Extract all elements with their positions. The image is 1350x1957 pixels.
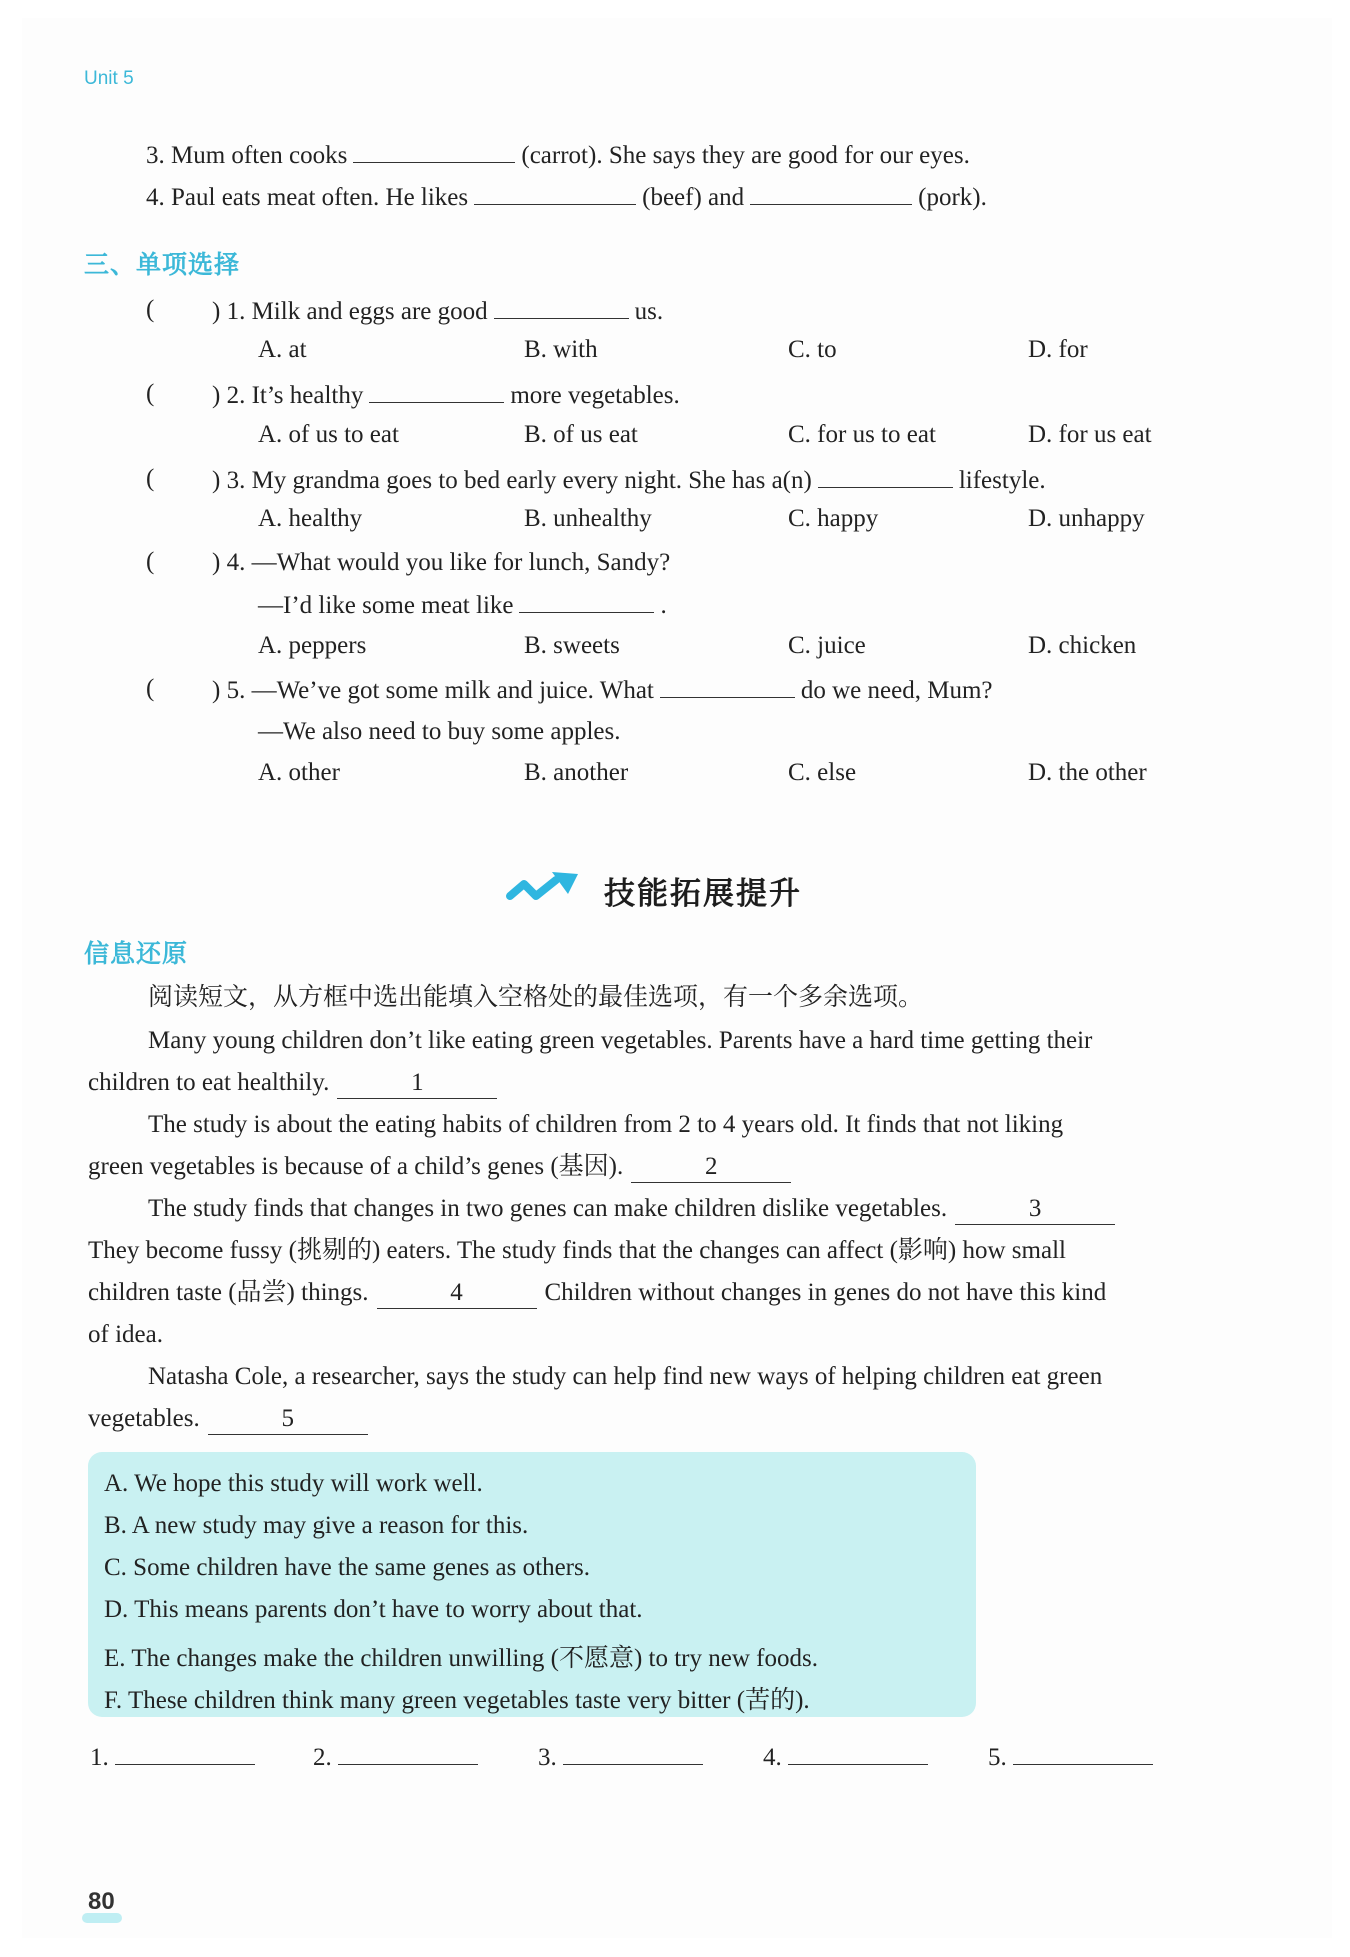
option-d[interactable]: D. for <box>1028 336 1088 363</box>
answer-blank[interactable] <box>338 1740 478 1765</box>
banner-title: 技能拓展提升 <box>604 876 802 911</box>
passage-line: children to eat healthily. 1 <box>88 1062 497 1104</box>
answer-blank[interactable] <box>788 1740 928 1765</box>
passage-line: children taste (品尝) things. 4 Children without changes in genes do not have this kind <box>88 1272 1106 1314</box>
option-d[interactable]: D. unhappy <box>1028 505 1145 532</box>
option-a[interactable]: A. peppers <box>258 632 367 659</box>
answer-blank[interactable] <box>474 182 636 205</box>
option-c[interactable]: C. else <box>788 759 857 786</box>
box-option-a: A. We hope this study will work well. <box>104 1470 483 1497</box>
option-a[interactable]: A. healthy <box>258 505 363 532</box>
answer-blank[interactable] <box>353 140 515 163</box>
question-2: ) 2. It’s healthy more vegetables. <box>212 382 680 409</box>
option-b[interactable]: B. unhealthy <box>524 505 652 532</box>
answer-paren-open: ( <box>146 296 155 323</box>
passage-blank-5[interactable]: 5 <box>208 1404 368 1435</box>
option-b[interactable]: B. sweets <box>524 632 620 659</box>
question-3: ) 3. My grandma goes to bed early every night. She has a(n) lifestyle. <box>212 467 1046 494</box>
option-a[interactable]: A. of us to eat <box>258 421 399 448</box>
question-1: ) 1. Milk and eggs are good us. <box>212 298 664 325</box>
options-box <box>88 1452 976 1717</box>
passage-line: The study is about the eating habits of children from 2 to 4 years old. It finds that not liking <box>148 1111 1064 1138</box>
option-c[interactable]: C. happy <box>788 505 879 532</box>
unit-label: Unit 5 <box>84 68 134 89</box>
page-number: 80 <box>88 1888 115 1915</box>
option-b[interactable]: B. another <box>524 759 629 786</box>
trend-up-icon <box>506 872 580 911</box>
option-c[interactable]: C. juice <box>788 632 866 659</box>
option-b[interactable]: B. with <box>524 336 598 363</box>
option-a[interactable]: A. at <box>258 336 307 363</box>
answer-blank[interactable] <box>494 296 629 319</box>
answer-blank[interactable] <box>1013 1740 1153 1765</box>
answer-paren-open: ( <box>146 675 155 702</box>
question-5-line2: —We also need to buy some apples. <box>258 718 621 745</box>
fill-item-3: 3. Mum often cooks (carrot). She says they are good for our eyes. <box>146 142 970 169</box>
section-title-reading: 信息还原 <box>84 940 189 968</box>
option-c[interactable]: C. for us to eat <box>788 421 936 448</box>
option-b[interactable]: B. of us eat <box>524 421 638 448</box>
question-4: ) 4. —What would you like for lunch, Sandy? <box>212 549 671 576</box>
option-d[interactable]: D. the other <box>1028 759 1147 786</box>
option-d[interactable]: D. for us eat <box>1028 421 1152 448</box>
fill-item-4: 4. Paul eats meat often. He likes (beef) and (pork). <box>146 184 987 211</box>
passage-blank-3[interactable]: 3 <box>955 1194 1115 1225</box>
box-option-f: F. These children think many green vegetables taste very bitter (苦的). <box>104 1687 810 1714</box>
box-option-d: D. This means parents don’t have to worry about that. <box>104 1596 643 1623</box>
option-d[interactable]: D. chicken <box>1028 632 1137 659</box>
question-5: ) 5. —We’ve got some milk and juice. What do we need, Mum? <box>212 677 993 704</box>
answer-paren-open: ( <box>146 548 155 575</box>
answer-slot-5: 5. <box>988 1740 1153 1772</box>
question-4-line2: —I’d like some meat like . <box>258 592 667 619</box>
answer-blank[interactable] <box>369 380 504 403</box>
passage-blank-4[interactable]: 4 <box>377 1278 537 1309</box>
answer-paren-open: ( <box>146 465 155 492</box>
section-title-single-choice: 三、单项选择 <box>84 251 241 279</box>
answer-blank[interactable] <box>750 182 912 205</box>
answer-blank[interactable] <box>519 590 654 613</box>
instruction: 阅读短文，从方框中选出能填入空格处的最佳选项，有一个多余选项。 <box>148 984 924 1011</box>
answer-blank[interactable] <box>660 675 795 698</box>
passage-line: The study finds that changes in two genes can make children dislike vegetables. 3 <box>148 1188 1115 1230</box>
answer-slot-3: 3. <box>538 1740 703 1772</box>
passage-line: vegetables. 5 <box>88 1398 368 1440</box>
passage-blank-2[interactable]: 2 <box>631 1152 791 1183</box>
box-option-e: E. The changes make the children unwilling (不愿意) to try new foods. <box>104 1645 818 1672</box>
passage-line: Natasha Cole, a researcher, says the study can help find new ways of helping children eat green <box>148 1363 1103 1390</box>
option-a[interactable]: A. other <box>258 759 340 786</box>
option-c[interactable]: C. to <box>788 336 837 363</box>
answer-slot-4: 4. <box>763 1740 928 1772</box>
passage-line: Many young children don’t like eating green vegetables. Parents have a hard time getting their <box>148 1027 1093 1054</box>
answer-blank[interactable] <box>818 465 953 488</box>
answer-slot-1: 1. <box>90 1740 255 1772</box>
answer-blank[interactable] <box>563 1740 703 1765</box>
answer-blank[interactable] <box>115 1740 255 1765</box>
passage-line: of idea. <box>88 1321 163 1348</box>
box-option-c: C. Some children have the same genes as others. <box>104 1554 590 1581</box>
answer-slot-2: 2. <box>313 1740 478 1772</box>
passage-blank-1[interactable]: 1 <box>337 1068 497 1099</box>
box-option-b: B. A new study may give a reason for this. <box>104 1512 529 1539</box>
passage-line: green vegetables is because of a child’s genes (基因). 2 <box>88 1146 791 1188</box>
answer-paren-open: ( <box>146 380 155 407</box>
passage-line: They become fussy (挑剔的) eaters. The study finds that the changes can affect (影响) how small <box>88 1237 1066 1264</box>
